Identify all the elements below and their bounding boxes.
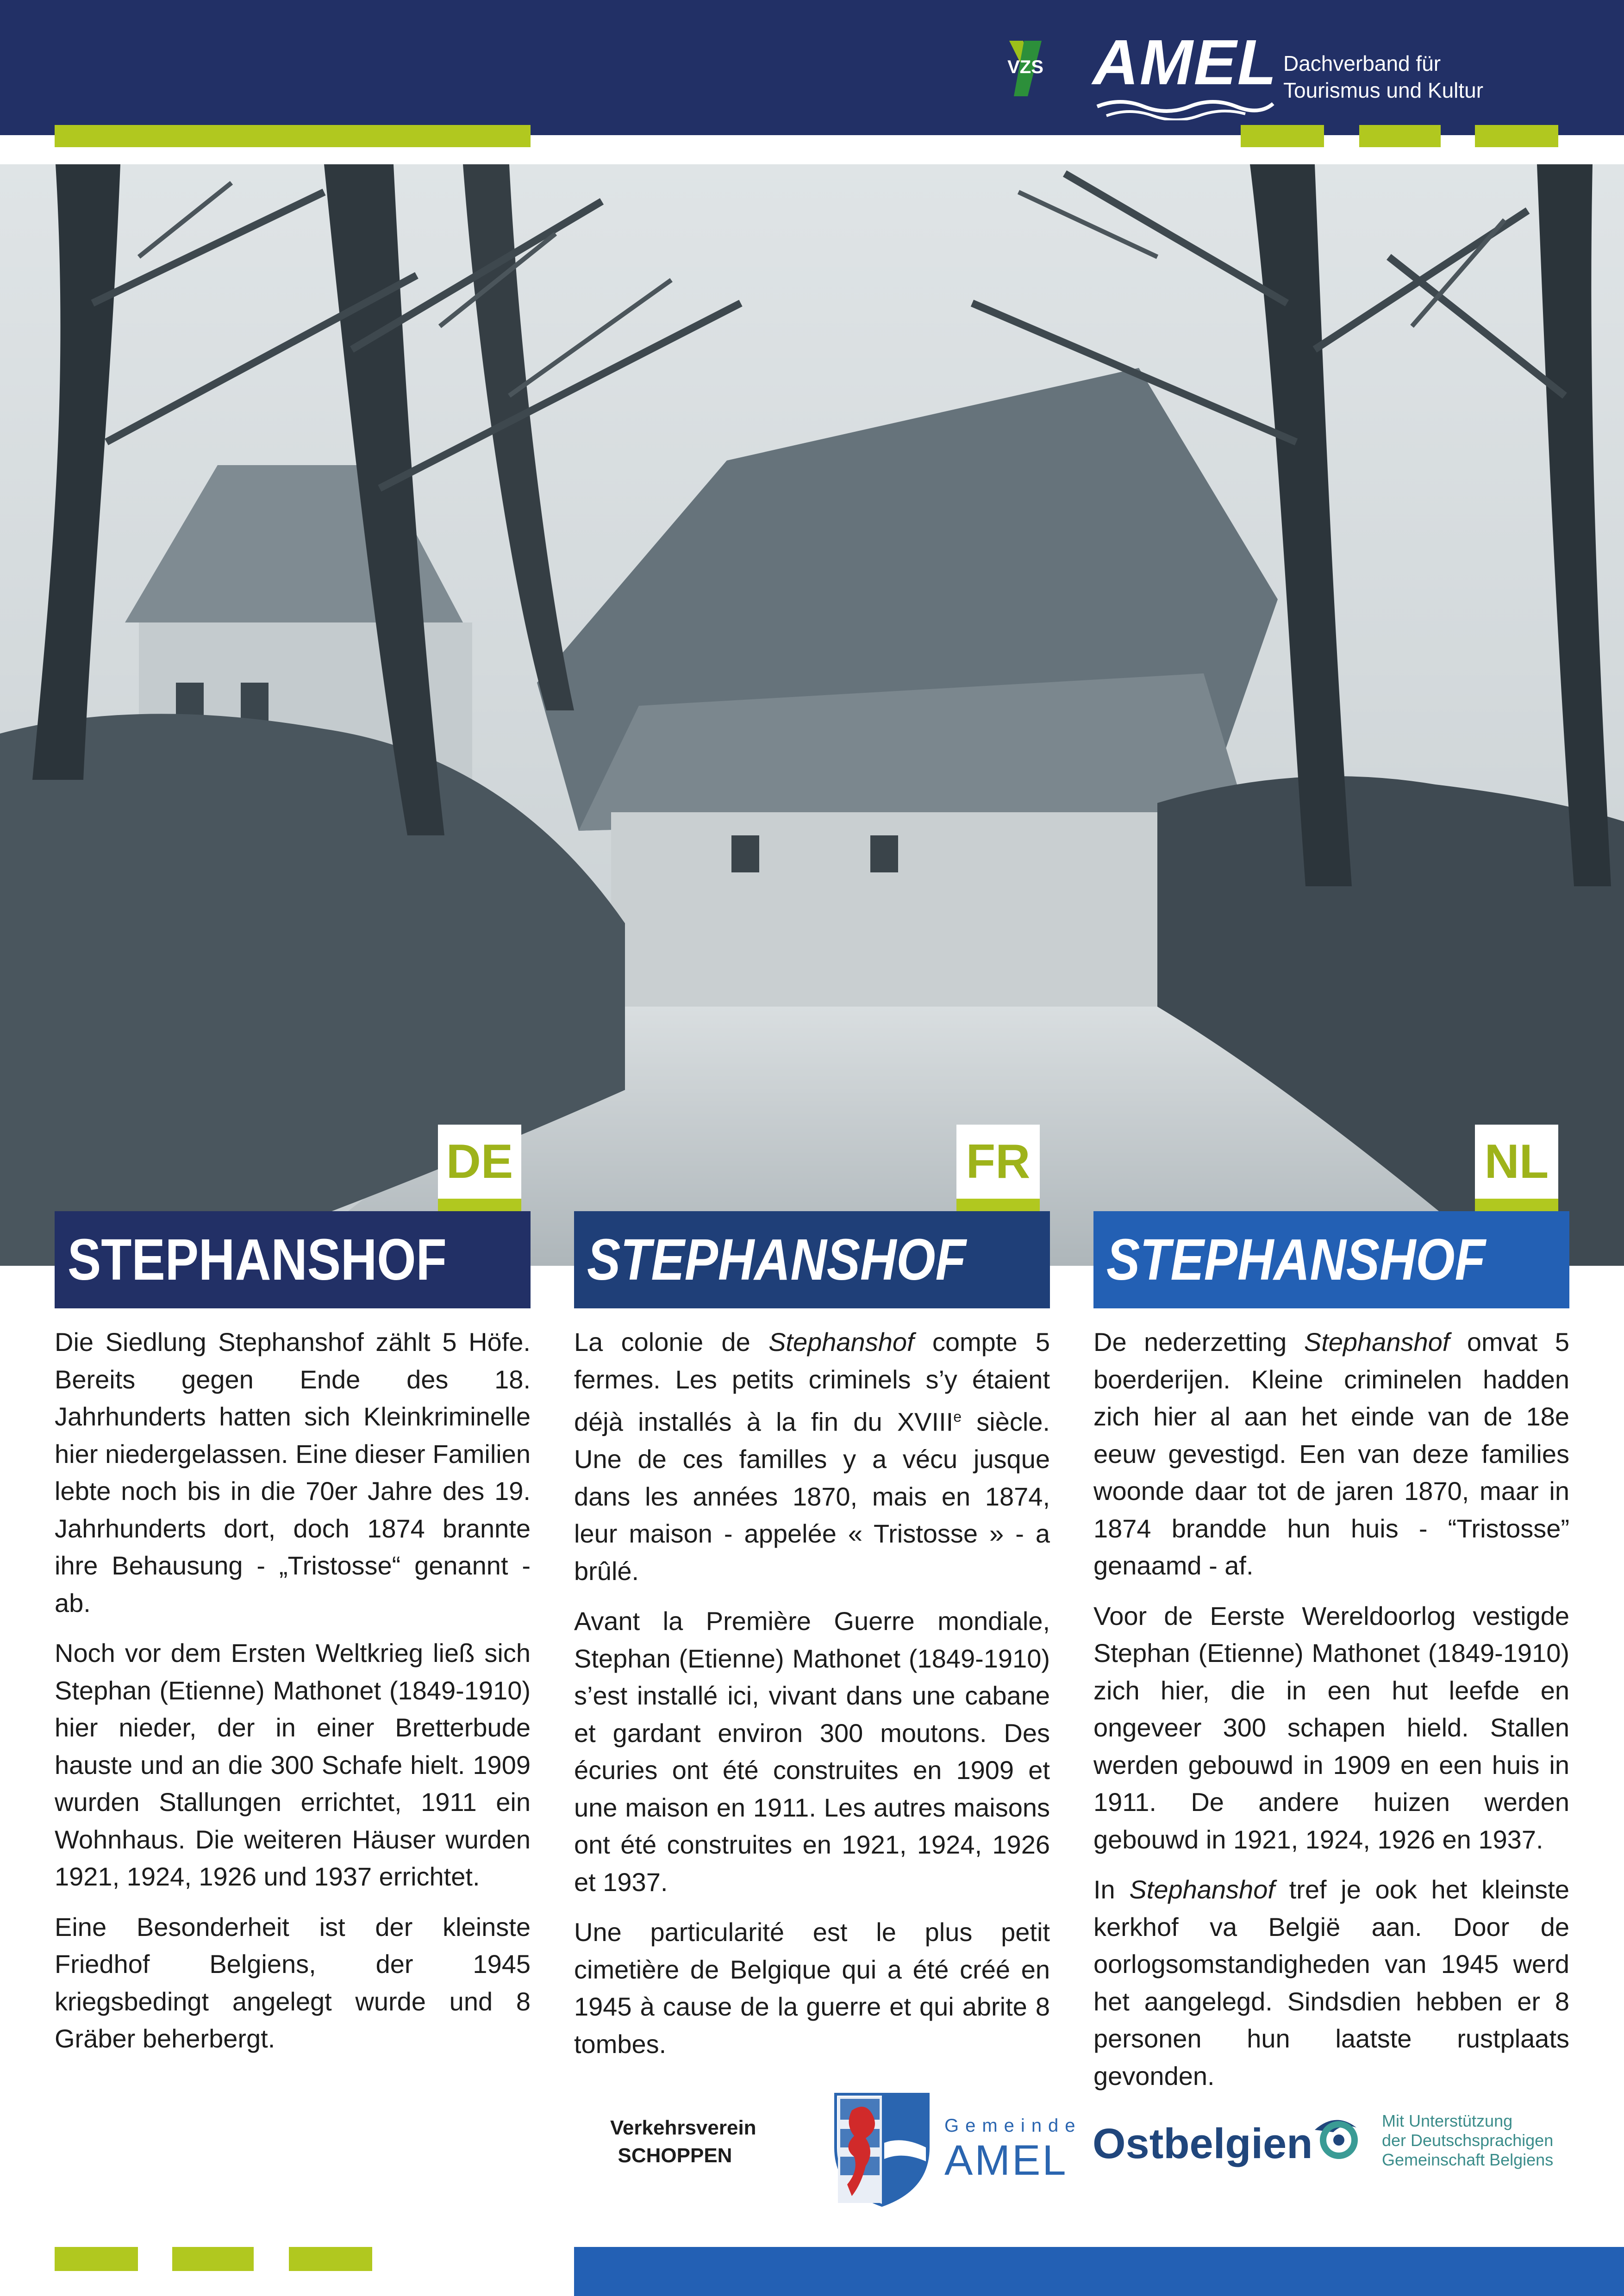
title-box-de <box>55 1211 531 1308</box>
title-de: STEPHANSHOF <box>68 1227 447 1292</box>
paragraph-fr-1b: compte 5 fermes. Les petits criminels s’y étaient déjà installés à la fin du XVIII <box>574 1327 1050 1437</box>
paragraph-nl-1b: omvat 5 boerderijen. Kleine criminelen hadden zich hier al aan het einde van de 18e eeuw gevestigd. Een van deze families woonde daar tot de jaren 1870, maar in 1874 brandde hun huis - “Tristosse” genaamd - af. <box>1093 1327 1569 1580</box>
ostbelgien-logo: Ostbelgien <box>1093 2120 1313 2167</box>
historic-farm-photo <box>0 164 1624 1266</box>
lang-code-de: DE <box>438 1125 521 1199</box>
paragraph-fr-1-emphasis: Stephanshof <box>768 1327 914 1356</box>
gemeinde-amel-logo <box>944 2114 1082 2184</box>
tagline-line2: Tourismus und Kultur <box>1283 78 1484 102</box>
paragraph-nl-3b: tref je ook het kleinste kerkhof va België aan. Door de oorlogsomstandigheden van 1945 werd het aangelegd. Sindsdien hebben er 8 personen hun laatste rustplaats gevonden. <box>1093 1875 1569 2091</box>
title-box-fr <box>574 1211 1050 1308</box>
paragraph-nl-3-emphasis: Stephanshof <box>1129 1875 1275 1904</box>
accent-bar-top-right-2 <box>1359 125 1441 147</box>
accent-bar-top-right-1 <box>1241 125 1324 147</box>
support-line1: Mit Unterstützung <box>1382 2111 1513 2130</box>
amel-logo-text: AMEL <box>1093 27 1277 98</box>
paragraph-de-2: Noch vor dem Ersten Weltkrieg ließ sich Stephan (Etienne) Mathonet (1849-1910) hier nieder, der in einer Bretterbude hauste und an die 300 Schafe hielt. 1909 wurden Stallungen errichtet, 1911 ein Wohnhaus. Die weiteren Häuser wurden 1921, 1924, 1926 und 1937 errichtet. <box>55 1638 531 1891</box>
paragraph-nl-1-emphasis: Stephanshof <box>1304 1327 1450 1356</box>
title-box-nl <box>1093 1211 1569 1308</box>
gemeinde-name: AMEL <box>944 2137 1068 2184</box>
paragraph-fr-1-superscript: e <box>953 1408 962 1425</box>
footer-blue-bar <box>574 2247 1624 2296</box>
title-nl: STEPHANSHOF <box>1106 1227 1486 1292</box>
paragraph-fr-1 <box>574 1324 1050 1590</box>
paragraph-de-3: Eine Besonderheit ist der kleinste Friedhof Belgiens, der 1945 kriegsbedingt angelegt wurde und 8 Gräber beherbergt. <box>55 1912 531 2053</box>
lang-tag-de <box>438 1125 521 1220</box>
accent-bar-bottom-3 <box>289 2247 372 2271</box>
wave-icon <box>1093 97 1278 120</box>
paragraph-fr-3: Une particularité est le plus petit cimetière de Belgique qui a été créé en 1945 à cause de la guerre et qui abrite 8 tombes. <box>574 1917 1050 2059</box>
paragraph-fr-2: Avant la Première Guerre mondiale, Stephan (Etienne) Mathonet (1849-1910) s’est installé ici, vivant dans une cabane et gardant environ 300 moutons. Des écuries ont été construites en 1909 et une maison en 1911. Les autres maisons ont été construites en 1921, 1924, 1926 et 1937. <box>574 1606 1050 1897</box>
amel-tagline <box>1283 50 1483 104</box>
gemeinde-label: Gemeinde <box>944 2116 1082 2136</box>
paragraph-fr-1c: siècle. Une de ces familles y a vécu jusque dans les années 1870, mais en 1874, leur maison - appelée « Tristosse » - a brûlé. <box>574 1407 1050 1586</box>
coat-of-arms-icon <box>833 2092 931 2208</box>
paragraph-nl-1a: De nederzetting <box>1093 1327 1304 1356</box>
accent-bar-bottom-1 <box>55 2247 138 2271</box>
lang-tag-nl <box>1475 1125 1558 1220</box>
tagline-line1: Dachverband für <box>1283 51 1441 75</box>
verkehrsverein-line1: Verkehrsverein <box>610 2116 756 2139</box>
text-column-fr <box>574 1324 1050 2076</box>
accent-bar-top-left <box>55 125 531 147</box>
verkehrsverein-line2: SCHOPPEN <box>618 2144 732 2167</box>
lang-code-fr: FR <box>956 1125 1040 1199</box>
paragraph-nl-2: Voor de Eerste Wereldoorlog vestigde Stephan (Etienne) Mathonet (1849-1910) zich hier, die in een hut leefde en ongeveer 300 schapen hield. Stallen werden gebouwd in 1909 en een huis in 1911. De andere huizen werden gebouwd in 1921, 1924, 1926 en 1937. <box>1093 1601 1569 1854</box>
paragraph-fr-1a: La colonie de <box>574 1327 769 1356</box>
vzs-logo <box>1005 36 1046 101</box>
text-column-nl <box>1093 1324 1569 2108</box>
paragraph-nl-3 <box>1093 1871 1569 2095</box>
photo-illustration <box>0 164 1624 1266</box>
accent-bar-bottom-2 <box>172 2247 254 2271</box>
verkehrsverein-logo <box>610 2114 756 2170</box>
ostbelgien-swirl-icon <box>1310 2111 1361 2162</box>
header-bar <box>0 0 1624 135</box>
title-fr: STEPHANSHOF <box>587 1227 966 1292</box>
paragraph-de-1: Die Siedlung Stephanshof zählt 5 Höfe. Bereits gegen Ende des 18. Jahrhunderts hatten sich Kleinkriminelle hier niedergelassen. Eine dieser Familien lebte noch bis in die 70er Jahre des 19. Jahrhunderts dort, doch 1874 brannte ihre Behausung - „Tristosse“ genannt - ab. <box>55 1327 531 1618</box>
lang-tag-fr <box>956 1125 1040 1220</box>
accent-bar-top-right-3 <box>1475 125 1558 147</box>
support-text <box>1382 2111 1553 2170</box>
lang-code-nl: NL <box>1475 1125 1558 1199</box>
support-line3: Gemeinschaft Belgiens <box>1382 2150 1554 2169</box>
support-line2: der Deutschsprachigen <box>1382 2131 1554 2150</box>
amel-logo <box>1093 28 1278 116</box>
paragraph-nl-1 <box>1093 1324 1569 1585</box>
paragraph-nl-3a: In <box>1093 1875 1130 1904</box>
text-column-de <box>55 1324 531 2071</box>
vzs-logo-text: VZS <box>1007 57 1043 77</box>
